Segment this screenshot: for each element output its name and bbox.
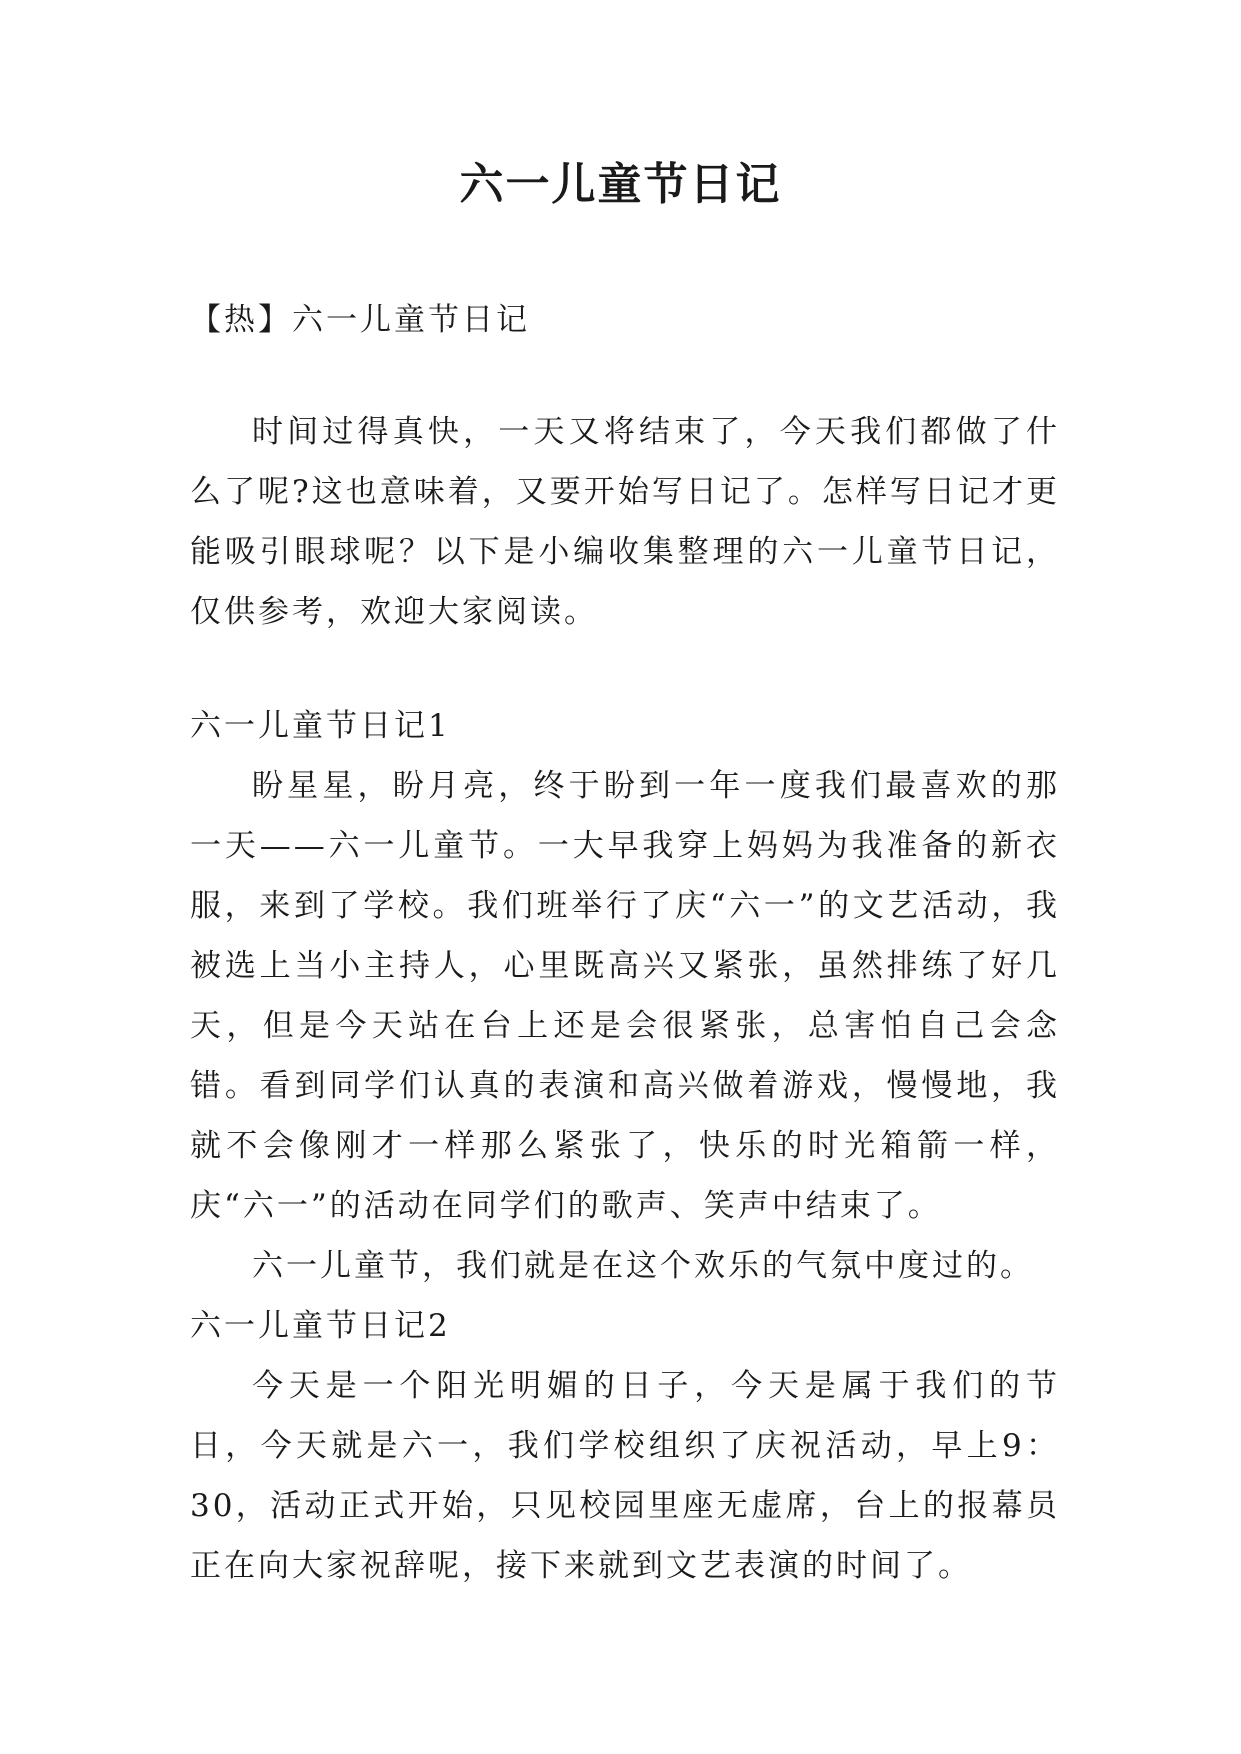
section-heading: 六一儿童节日记1 xyxy=(190,708,451,744)
document-subtitle: 【热】六一儿童节日记 xyxy=(190,302,530,338)
intro-paragraph: 时间过得真快，一天又将结束了，今天我们都做了什么了呢?这也意味着，又要开始写日记了。怎样写日记才更能吸引眼球呢？以下是小编收集整理的六一儿童节日记，仅供参考，欢迎大家阅读。 xyxy=(190,414,1060,630)
body-paragraph: 盼星星，盼月亮，终于盼到一年一度我们最喜欢的那一天——六一儿童节。一大早我穿上妈妈为我准备的新衣服，来到了学校。我们班举行了庆“六一”的文艺活动，我被选上当小主持人，心里既高兴又紧张，虽然排练了好几天，但是今天站在台上还是会很紧张，总害怕自己会念错。看到同学们认真的表演和高兴做着游戏，慢慢地，我就不会像刚才一样那么紧张了，快乐的时光箱箭一样，庆“六一”的活动在同学们的歌声、笑声中结束了。 xyxy=(190,768,1060,1224)
spacer xyxy=(190,642,1060,696)
section-heading: 六一儿童节日记2 xyxy=(190,1308,451,1344)
spacer xyxy=(190,350,1060,402)
document-title: 六一儿童节日记 xyxy=(459,159,782,210)
body-paragraph: 今天是一个阳光明媚的日子，今天是属于我们的节日，今天就是六一，我们学校组织了庆祝活动，早上9：30，活动正式开始，只见校园里座无虚席，台上的报幕员正在向大家祝辞呢，接下来就到文艺表演的时间了。 xyxy=(190,1368,1060,1584)
body-paragraph: 六一儿童节，我们就是在这个欢乐的气氛中度过的。 xyxy=(252,1248,1034,1284)
document-body xyxy=(190,290,1060,1596)
